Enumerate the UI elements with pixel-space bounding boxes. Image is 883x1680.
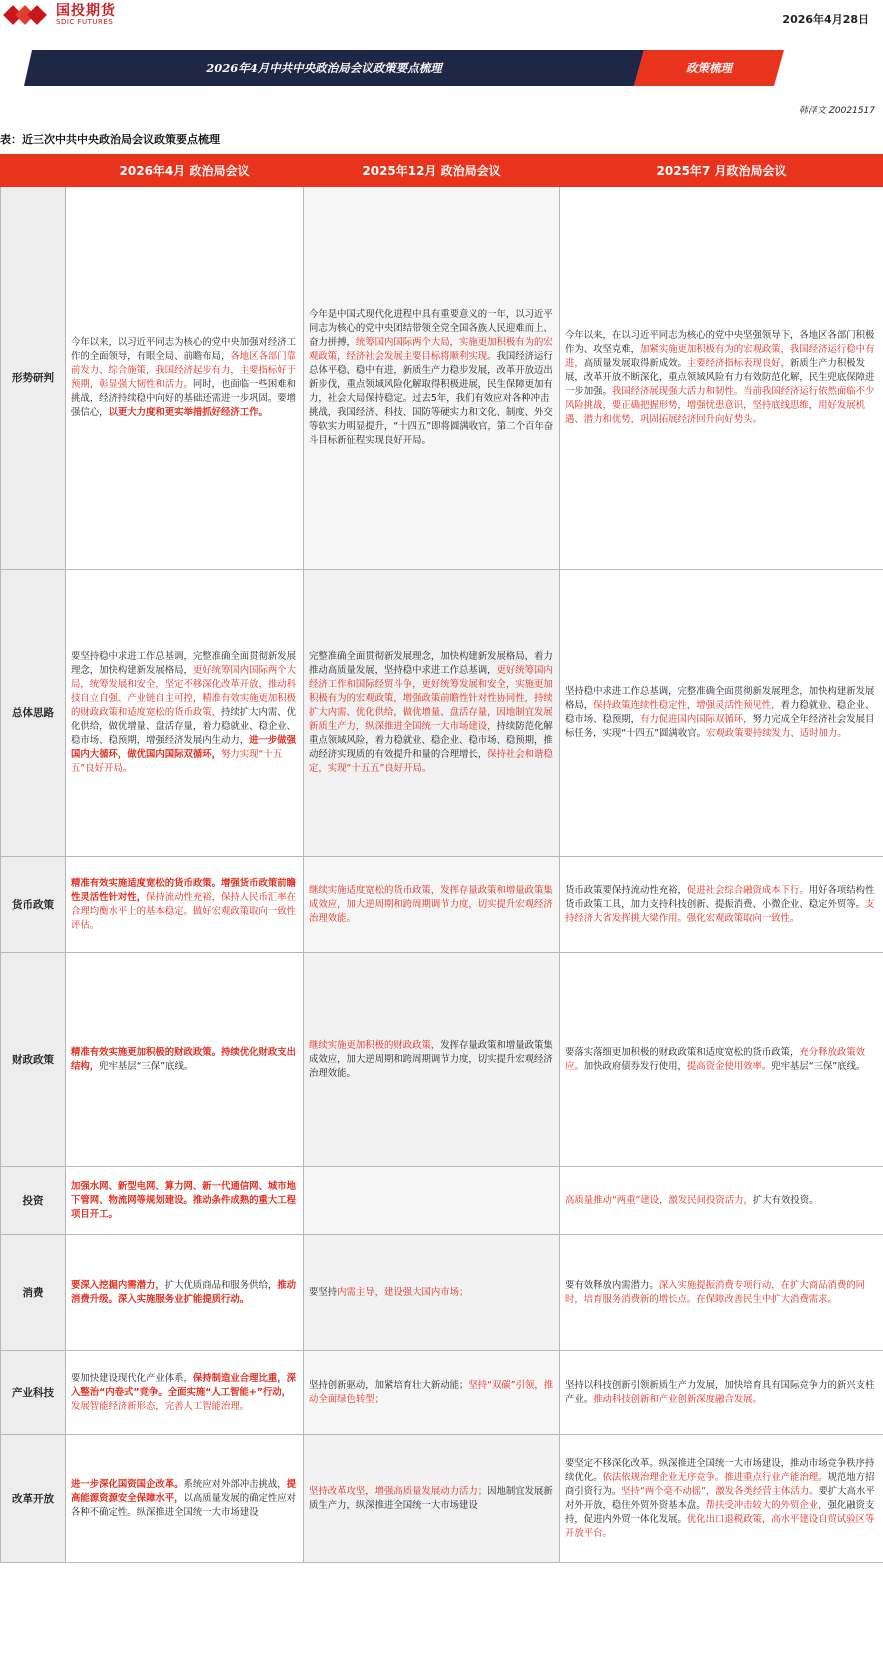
policy-highlight-text: 帮扶受冲击较大的外贸企业， bbox=[705, 1499, 828, 1511]
policy-highlight-text: 有力促进国内国际双循环， bbox=[640, 714, 753, 725]
policy-cell bbox=[560, 187, 883, 570]
policy-highlight-text: 进一步深化国资国企改革。 bbox=[71, 1478, 184, 1490]
row-label: 产业科技 bbox=[1, 1351, 66, 1435]
title-banner bbox=[24, 50, 784, 86]
policy-text: 因地制宜发展新质生产力，纵深推进全国统一大市场建设 bbox=[309, 1485, 553, 1511]
policy-text: 我国经济运行总体平稳、稳中有进，新质生产力稳步发展，改革开放迈出新步伐，重点领域风险化解取得积极进展，民生保障更加有力，社会大局保持稳定。过去5年，我们有效应对各种冲击挑战，我国经济、科技、国防等硬实力和文化、制度、外交等软实力明显提升，“十四五”即将圆满收官，第二个百年奋斗目标新征程实现良好开局。 bbox=[309, 351, 554, 446]
policy-comparison-table bbox=[0, 154, 883, 1563]
policy-highlight-text: 加强水网、新型电网、算力网、新一代通信网、城市地下管网、物流网等规划建设。推动条件成熟的重大工程项目开工。 bbox=[71, 1180, 297, 1220]
policy-cell bbox=[66, 1351, 304, 1435]
policy-highlight-text: 保持政策连续性稳定性，增强灵活性预见性， bbox=[593, 700, 781, 711]
policy-highlight-text: 充分释放政策效应。 bbox=[565, 1046, 866, 1072]
policy-text: 要有效释放内需潜力。 bbox=[565, 1279, 659, 1291]
policy-text: 持续防范化解重点领域风险，着力稳就业、稳企业、稳市场、稳预期，推动经济实现质的有效提升和量的合理增长， bbox=[309, 721, 553, 760]
policy-text: 规范地方招商引资行为。 bbox=[565, 1471, 875, 1497]
policy-cell bbox=[304, 857, 560, 953]
policy-highlight-text: 促进社会综合融资成本下行。 bbox=[686, 884, 809, 896]
policy-text: 发挥存量政策和增量政策集成效应，加大逆周期和跨周期调节力度，切实提升宏观经济治理效能。 bbox=[309, 1039, 553, 1079]
policy-highlight-text: 各地区各部门靠前发力、综合施策，我国经济起步有力，主要指标好于预期，彰显强大韧性和活力。 bbox=[71, 351, 297, 390]
row-label: 总体思路 bbox=[1, 570, 66, 857]
policy-text: 眼全局、前瞻布局， bbox=[146, 351, 231, 362]
row-label: 改革开放 bbox=[1, 1435, 66, 1563]
policy-cell bbox=[560, 1167, 883, 1235]
policy-text: 加快政府债券发行使用， bbox=[583, 1060, 687, 1072]
policy-text: 扩大优质商品和服务供给， bbox=[164, 1279, 278, 1291]
policy-text: 着力稳就业、稳企业、稳市场、稳预期， bbox=[565, 700, 875, 725]
report-title: 2026年4月中共中央政治局会议政策要点梳理 bbox=[206, 61, 442, 75]
policy-text: 高质量发展取得新成效。 bbox=[583, 358, 687, 369]
policy-highlight-text: 宏观政策要持续发力、适时加力。 bbox=[705, 728, 847, 739]
column-header-2025-07: 2025年7 月政治局会议 bbox=[560, 155, 883, 187]
table-row bbox=[1, 1235, 883, 1351]
logo bbox=[4, 2, 116, 28]
policy-highlight-text: 统筹国内国际两个大局，实施更加积极有为的宏观政策，经济社会发展主要目标将顺利实现。 bbox=[309, 337, 553, 362]
policy-highlight-text: 保持制造业合理比重，深入整治“内卷式”竞争。全面实施“人工智能+”行动， bbox=[71, 1372, 297, 1398]
policy-cell bbox=[304, 1435, 560, 1563]
policy-highlight-text: 提高资金使用效率。 bbox=[686, 1060, 772, 1072]
policy-text: 要扩大高水平对外开放，稳住外贸外资基本盘。 bbox=[565, 1485, 875, 1511]
table-row bbox=[1, 953, 883, 1167]
policy-highlight-text: 高质量推动“两重”建设，激发民间投资活力， bbox=[565, 1194, 753, 1206]
policy-text: 坚持创新驱动，加紧培育壮大新动能； bbox=[309, 1379, 469, 1391]
column-header-label bbox=[1, 155, 66, 187]
table-row bbox=[1, 1167, 883, 1235]
policy-cell bbox=[66, 187, 304, 570]
logo-subtitle: SDIC FUTURES bbox=[56, 18, 114, 26]
column-header-2026-04: 2026年4月 政治局会议 bbox=[66, 155, 304, 187]
policy-text: 今年以来，在以习近平同志为核心的党中央坚强领导下，各地区各部门积极作为、攻坚克难， bbox=[565, 330, 875, 355]
policy-text: 今年是中国式现代化进程中具有重要意义的一年，以习近平同志为核心的党中央团结带领全党全国各族人民迎难而上、奋力拼搏， bbox=[309, 309, 553, 348]
policy-highlight-text: 加紧实施更加积极有为的宏观政策，我国经济运行稳中有进， bbox=[565, 344, 875, 369]
policy-cell bbox=[304, 1167, 560, 1235]
policy-highlight-text: 坚持“两个毫不动摇”，激发各类经营主体活力。 bbox=[621, 1485, 819, 1497]
column-header-2025-12: 2025年12月 政治局会议 bbox=[304, 155, 560, 187]
policy-cell bbox=[560, 1435, 883, 1563]
policy-highlight-text: 坚持“双碳”引领，推动全面绿色转型； bbox=[309, 1379, 554, 1405]
policy-cell bbox=[66, 1435, 304, 1563]
policy-text: 同时，也面临一些困难和挑战，经济持续稳中向好的基础还需进一步巩固。要增强信心， bbox=[71, 379, 297, 418]
policy-cell bbox=[560, 1235, 883, 1351]
policy-text: 要落实落细更加积极的财政政策和适度宽松的货币政策， bbox=[565, 1046, 800, 1058]
policy-cell bbox=[304, 187, 560, 570]
policy-text: 强化融资支持，促进内外贸一体化发展。 bbox=[565, 1499, 875, 1525]
policy-highlight-text: 坚持改革攻坚，增强高质量发展动力活力； bbox=[309, 1485, 488, 1497]
policy-highlight-text: 主要经济指标表现良好， bbox=[686, 358, 791, 369]
policy-highlight-text: 进一步做强国内大循环，做优国内国际双循环， bbox=[71, 735, 297, 760]
report-category-tag: 政策梳理 bbox=[686, 61, 732, 75]
policy-highlight-text: 努力实现“十五五”良好开局。 bbox=[71, 749, 283, 774]
logo-diamond-icon bbox=[4, 3, 52, 27]
policy-text: 兜牢基层“三保”底线。 bbox=[771, 1060, 866, 1072]
row-label: 形势研判 bbox=[1, 187, 66, 570]
policy-text: 完整准确全面贯彻新发展理念，加快构建新发展格局，着力推动高质量发展，坚持稳中求进工作总基调， bbox=[309, 651, 553, 676]
policy-highlight-text: 精准有效实施适度宽松的货币政策。增强货币政策前瞻性灵活性针对性， bbox=[71, 877, 297, 903]
policy-cell bbox=[304, 1351, 560, 1435]
policy-text: 有 bbox=[136, 351, 147, 362]
policy-highlight-text: 继续实施更加积极的财政政策， bbox=[309, 1039, 441, 1051]
policy-text: 系统应对外部冲击挑战， bbox=[183, 1478, 287, 1490]
policy-highlight-text: 发展智能经济新形态，完善人工智能治理。 bbox=[71, 1400, 250, 1412]
policy-cell bbox=[304, 1235, 560, 1351]
policy-highlight-text: 推动科技创新和产业创新深度融合发展。 bbox=[593, 1393, 762, 1405]
policy-highlight-text: 继续实施适度宽松的货币政策，发挥存量政策和增量政策集成效应，加大逆周期和跨周期调节力度，切实提升宏观经济治理效能。 bbox=[309, 884, 553, 924]
row-label: 财政政策 bbox=[1, 953, 66, 1167]
policy-text: 要坚定不移深化改革。纵深推进全国统一大市场建设，推动市场竞争秩序持续优化。 bbox=[565, 1457, 875, 1483]
policy-cell bbox=[66, 857, 304, 953]
policy-text: 扩大有效投资。 bbox=[752, 1194, 819, 1206]
policy-text: 要坚持 bbox=[309, 1286, 338, 1298]
policy-highlight-text: 深入实施提振消费专项行动，在扩大商品消费的同时，培育服务消费新的增长点。在保障改善民生中扩大消费需求。 bbox=[565, 1279, 866, 1305]
row-label: 货币政策 bbox=[1, 857, 66, 953]
table-row bbox=[1, 1351, 883, 1435]
policy-highlight-text: 提高能源资源安全保障水平， bbox=[71, 1478, 297, 1504]
policy-highlight-text: 内需主导，建设强大国内市场； bbox=[337, 1286, 469, 1298]
report-date: 2026年4月28日 bbox=[782, 13, 869, 26]
table-row bbox=[1, 187, 883, 570]
policy-cell bbox=[560, 1351, 883, 1435]
table-header-row bbox=[1, 155, 883, 187]
policy-text: 努力完成全年经济社会发展目标任务，实现“十四五”圆满收官。 bbox=[565, 714, 875, 739]
table-caption: 表：近三次中共中央政治局会议政策要点梳理 bbox=[0, 133, 220, 146]
policy-highlight-text: 支持经济大省发挥挑大梁作用。强化宏观政策取向一致性。 bbox=[565, 898, 875, 924]
policy-text: 以高质量发展的确定性应对各种不确定性。纵深推进全国统一大市场建设 bbox=[71, 1492, 297, 1518]
policy-highlight-text: 要深入挖掘内需潜力， bbox=[71, 1279, 165, 1291]
policy-highlight-text: 以更大力度和更实举措抓好经济工作。 bbox=[108, 407, 268, 418]
table-row bbox=[1, 857, 883, 953]
policy-text: 要坚持稳中求进工作总基调，完整准确全面贯彻新发展理念，加快构建新发展格局， bbox=[71, 651, 297, 676]
policy-highlight-text: 更好统筹国内国际两个大局，统筹发展和安全，坚定不移深化改革开放，推动科技自立自强、产业链自主可控，精准有效实施更加积极的财政政策和适度宽松的货币政策， bbox=[71, 665, 297, 718]
policy-text: 坚持稳中求进工作总基调，完整准确全面贯彻新发展理念，加快构建新发展格局， bbox=[565, 686, 875, 711]
policy-highlight-text: 保持社会和谐稳定，实现“十五五”良好开局。 bbox=[309, 749, 553, 774]
policy-text: 要加快建设现代化产业体系， bbox=[71, 1372, 193, 1384]
policy-cell bbox=[304, 953, 560, 1167]
policy-text: 持续扩大内需、优化供给，做优增量、盘活存量，着力稳就业、稳企业、稳市场、稳预期，增强经济发展内生动力， bbox=[71, 707, 297, 746]
row-label: 投资 bbox=[1, 1167, 66, 1235]
policy-highlight-text: 依法依规治理企业无序竞争。推进重点行业产能治理。 bbox=[602, 1471, 828, 1483]
policy-text: 新质生产力积极发展，改革开放不断深化，重点领域风险有力有效防范化解，民生兜底保障进一步加强。 bbox=[565, 358, 875, 397]
author: 韩泽文 Z0021517 bbox=[798, 106, 875, 116]
policy-highlight-text: 优化出口退税政策，高水平建设自贸试验区等开放平台。 bbox=[565, 1513, 875, 1539]
table-row bbox=[1, 570, 883, 857]
policy-text: 兜牢基层“三保”底线。 bbox=[99, 1060, 194, 1072]
policy-cell bbox=[66, 570, 304, 857]
policy-cell bbox=[66, 1235, 304, 1351]
policy-highlight-text: 我国经济展现强大活力和韧性。当前我国经济运行依然面临不少风险挑战，要正确把握形势，增强忧患意识，坚持底线思维，用好发展机遇、潜力和优势，巩固拓展经济回升向好势头。 bbox=[565, 386, 875, 425]
logo-name: 国投期货 bbox=[56, 3, 116, 19]
policy-text: 用好各项结构性货币政策工具，加力支持科技创新、提振消费、小微企业、稳定外贸等。 bbox=[565, 884, 875, 910]
policy-cell bbox=[560, 857, 883, 953]
policy-highlight-text: 更好统筹国内经济工作和国际经贸斗争，更好统筹发展和安全，实施更加积极有为的宏观政策，增强政策前瞻性针对性协同性，持续扩大内需、优化供给，做优增量、盘活存量，因地制宜发展新质生产力，纵深推进全国统一大市场建设， bbox=[309, 665, 553, 732]
policy-text: 今年以来，以习近平同志为核心的党中央加强对经济工作的全面领导， bbox=[71, 337, 297, 362]
policy-cell bbox=[66, 1167, 304, 1235]
policy-highlight-text: 保持流动性充裕，保持人民币汇率在合理均衡水平上的基本稳定。做好宏观政策取向一致性评估。 bbox=[71, 891, 297, 931]
policy-cell bbox=[304, 570, 560, 857]
policy-text: 坚持以科技创新引领新质生产力发展，加快培育具有国际竞争力的新兴支柱产业。 bbox=[565, 1379, 875, 1405]
policy-cell bbox=[560, 953, 883, 1167]
policy-highlight-text: 推动消费升级。深入实施服务业扩能提质行动。 bbox=[71, 1279, 297, 1305]
policy-text: 货币政策要保持流动性充裕， bbox=[565, 884, 687, 896]
table-row bbox=[1, 1435, 883, 1563]
policy-cell bbox=[560, 570, 883, 857]
policy-cell bbox=[66, 953, 304, 1167]
policy-highlight-text: 精准有效实施更加积极的财政政策。持续优化财政支出结构， bbox=[71, 1046, 297, 1072]
row-label: 消费 bbox=[1, 1235, 66, 1351]
